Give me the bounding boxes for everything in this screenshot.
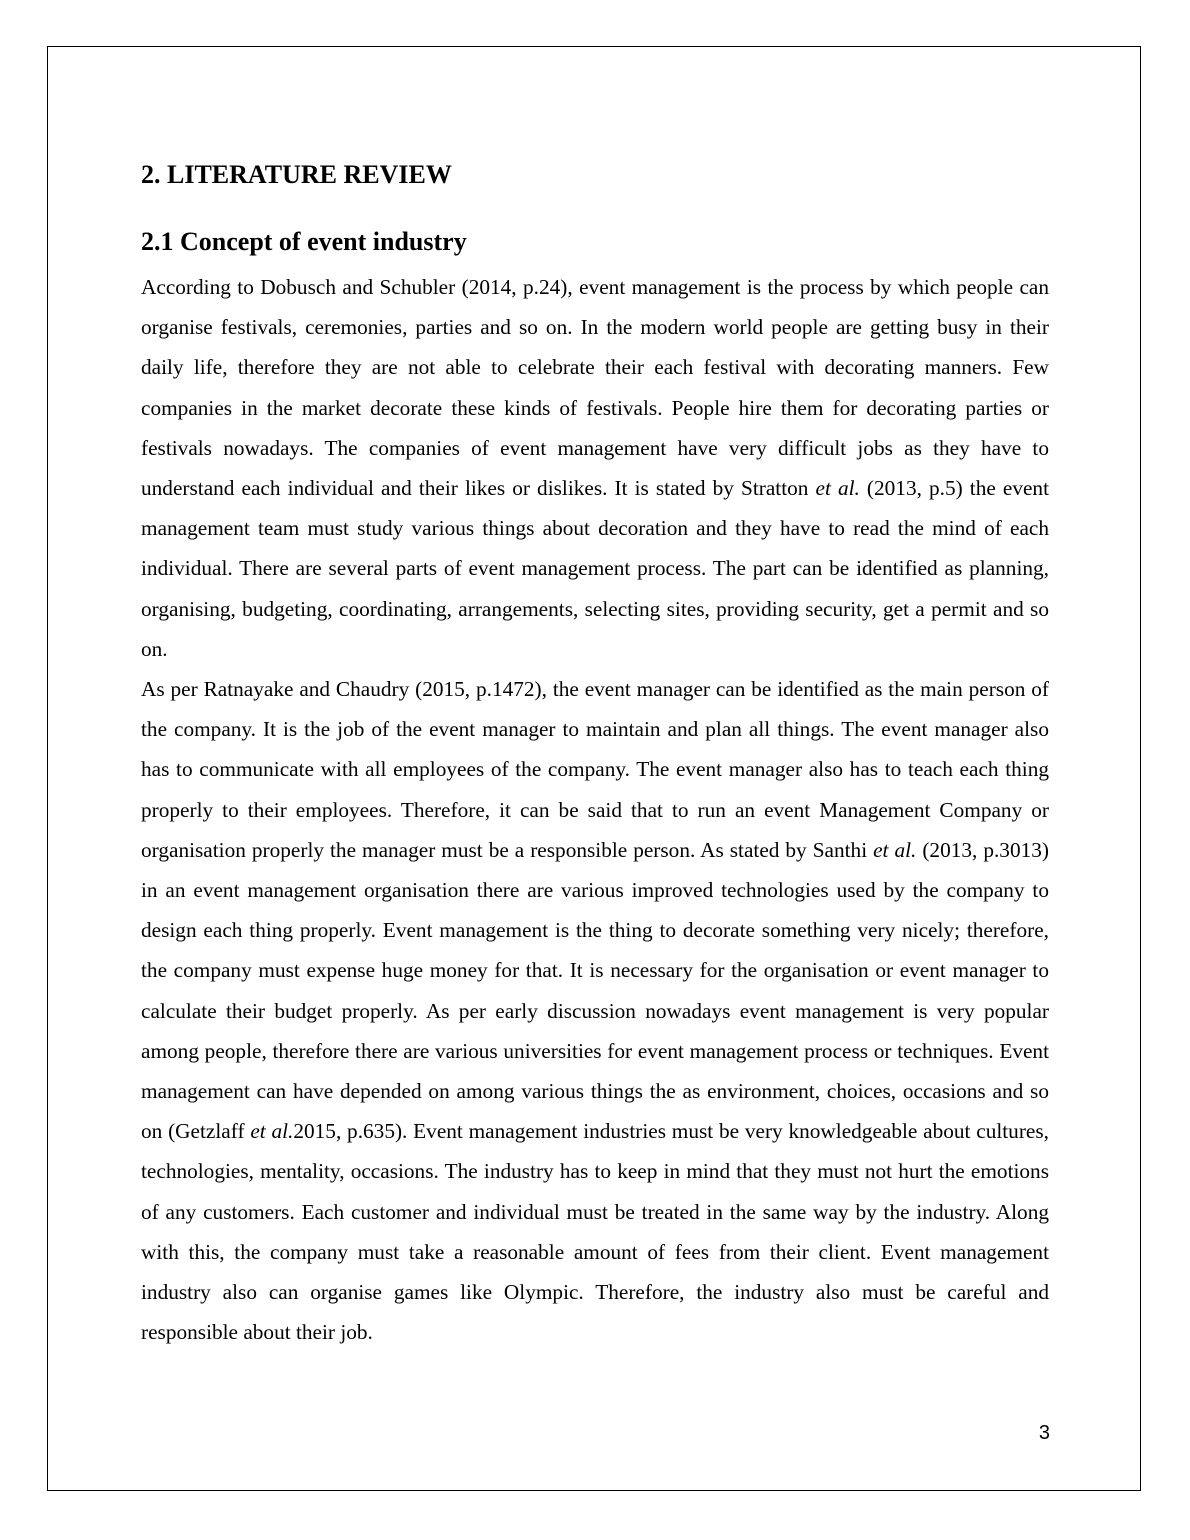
citation-et-al: et al. xyxy=(815,476,860,501)
citation-et-al: et al. xyxy=(250,1119,294,1144)
page-number: 3 xyxy=(1038,1422,1050,1444)
paragraph-1 xyxy=(141,267,1049,669)
paragraph-2 xyxy=(141,669,1049,1352)
section-heading: 2. LITERATURE REVIEW xyxy=(141,160,452,189)
paragraph-2-text-b: (2013, p.3013) in an event management organisation there are various improved technologies used by the company to design each thing properly. Event management is the thing to decorate something very nicely; therefore, the company must expense huge money for that. It is necessary for the organisation or event manager to calculate their budget properly. As per early discussion nowadays event management is very popular among people, therefore there are various universities for event management process or techniques. Event management can have depended on among various things the as environment, choices, occasions and so on (Getzlaff xyxy=(141,837,1049,1144)
body-text xyxy=(141,267,1049,1352)
paragraph-2-text-a: As per Ratnayake and Chaudry (2015, p.1472), the event manager can be identified as the main person of the company. It is the job of the event manager to maintain and plan all things. The event manager also has to communicate with all employees of the company. The event manager also has to teach each thing properly to their employees. Therefore, it can be said that to run an event Management Company or organisation properly the manager must be a responsible person. As stated by Santhi xyxy=(141,677,1049,862)
paragraph-2-text-c: 2015, p.635). Event management industries must be very knowledgeable about cultures, technologies, mentality, occasions. The industry has to keep in mind that they must not hurt the emotions of any customers. Each customer and individual must be treated in the same way by the industry. Along with this, the company must take a reasonable amount of fees from their client. Event management industry also can organise games like Olympic. Therefore, the industry also must be careful and responsible about their job. xyxy=(141,1119,1049,1345)
paragraph-1-text-b: (2013, p.5) the event management team must study various things about decoration and they have to read the mind of each individual. There are several parts of event management process. The part can be identified as planning, organising, budgeting, coordinating, arrangements, selecting sites, providing security, get a permit and so on. xyxy=(141,476,1049,661)
paragraph-1-text-a: According to Dobusch and Schubler (2014, p.24), event management is the process by which people can organise festivals, ceremonies, parties and so on. In the modern world people are getting busy in their daily life, therefore they are not able to celebrate their each festival with decorating manners. Few companies in the market decorate these kinds of festivals. People hire them for decorating parties or festivals nowadays. The companies of event management have very difficult jobs as they have to understand each individual and their likes or dislikes. It is stated by Stratton xyxy=(141,275,1049,501)
citation-et-al: et al. xyxy=(873,837,917,862)
subsection-heading: 2.1 Concept of event industry xyxy=(141,227,467,256)
